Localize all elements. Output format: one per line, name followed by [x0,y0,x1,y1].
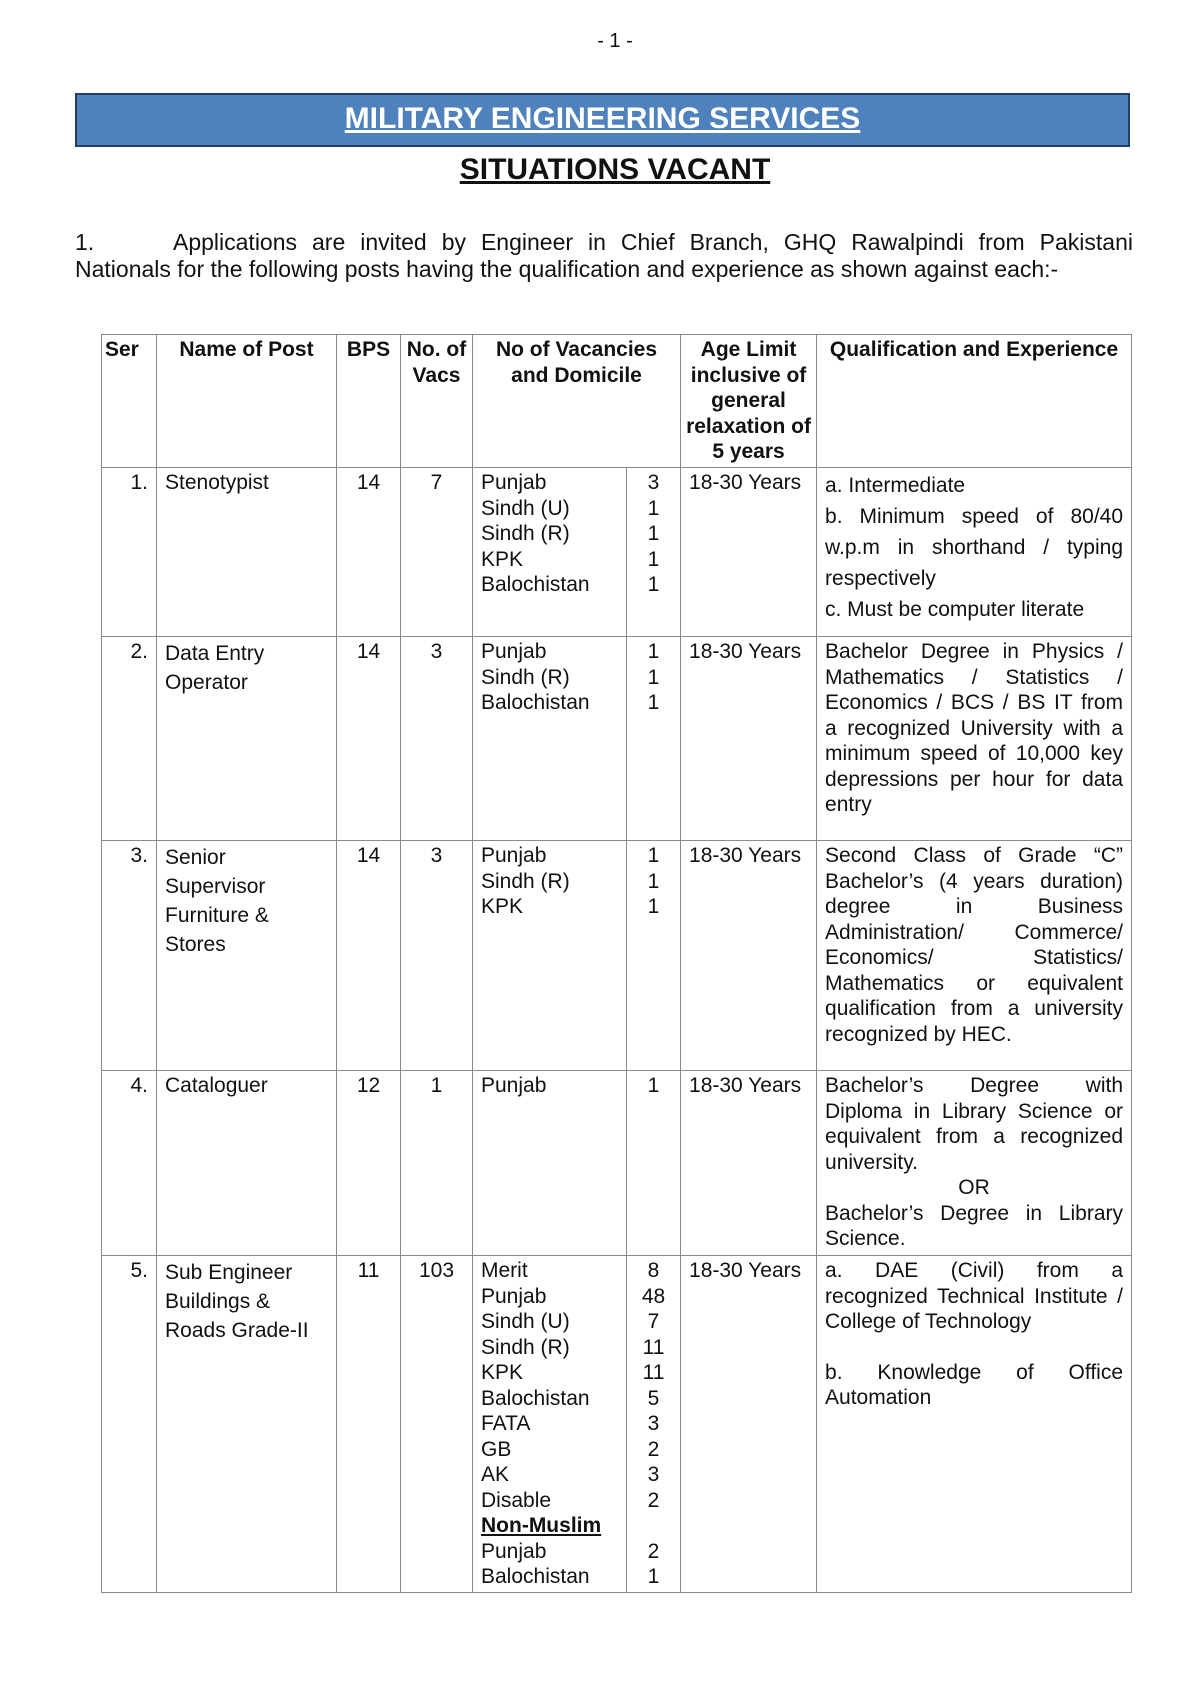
page-subtitle: SITUATIONS VACANT [459,153,771,186]
table-row [102,1256,1132,1593]
cell-age: 18-30 Years [681,841,817,1071]
vacancy-count: 1 [647,869,660,893]
cell-vacs: 3 [401,637,473,841]
domicile: Sindh (R) [481,869,570,893]
domicile: Punjab [481,1284,547,1308]
cell-age: 18-30 Years [681,1256,817,1593]
vacancy-table [101,334,1132,1593]
cell-age: 18-30 Years [681,1071,817,1256]
header-name: Name of Post [157,335,337,468]
table-row [102,841,1132,1071]
qualification-item: a. DAE (Civil) from a recognized Technical Institute / College of Technology [825,1259,1124,1333]
intro-number: 1. [75,229,95,255]
cell-qualification [817,1256,1132,1593]
vacancy-count: 2 [647,1488,660,1512]
vacancy-count: 1 [647,895,660,918]
vacancy-count: 11 [642,1361,665,1384]
cell-age: 18-30 Years [681,468,817,637]
cell-bps: 12 [337,1071,401,1256]
cell-counts [627,1256,681,1593]
cell-bps: 11 [337,1256,401,1593]
cell-domiciles [473,637,627,841]
vacancy-count: 3 [647,471,660,494]
qualification-item: Bachelor’s Degree in Library Science. [825,1201,1124,1250]
cell-domiciles [473,1071,627,1256]
domicile: GB [481,1437,512,1461]
domicile: Punjab [481,471,547,494]
header-domicile: No of Vacancies and Domicile [473,335,681,468]
qualification-item: c. Must be computer literate [825,598,1085,621]
page-number: - 1 - [597,30,633,52]
domicile: KPK [481,1361,524,1384]
spacer [825,1335,1123,1360]
cell-ser: 4. [102,1071,157,1256]
domicile: Punjab [481,1074,547,1097]
domicile: Merit [481,1259,528,1282]
header-qualification: Qualification and Experience [817,335,1132,468]
domicile: Balochistan [481,1565,590,1588]
vacancy-count: 1 [647,522,660,545]
table-row [102,637,1132,841]
domicile: Sindh (R) [481,665,570,689]
cell-post-name: Senior Supervisor Furniture & Stores [157,841,337,1071]
vacancy-count: 1 [647,573,660,596]
cell-ser: 5. [102,1256,157,1593]
vacancy-count: 1 [647,496,660,520]
qualification-item: Bachelor’s Degree with Diploma in Library Science or equivalent from a recognized university. [825,1074,1124,1174]
cell-counts [627,1071,681,1256]
vacancy-count: 1 [647,844,660,867]
cell-post-name: Stenotypist [157,468,337,637]
table-header-row [102,335,1132,468]
qualification-or: OR [958,1176,990,1199]
vacancy-count: 1 [647,1074,660,1097]
cell-domiciles [473,841,627,1071]
vacancy-count: 7 [647,1310,660,1333]
vacancy-count: 3 [647,1463,660,1486]
domicile: Sindh (U) [481,1310,570,1333]
cell-post-name: Data Entry Operator [157,637,337,841]
qualification-item: a. Intermediate [825,474,966,497]
domicile: FATA [481,1412,531,1435]
cell-vacs: 7 [401,468,473,637]
domicile: Disable [481,1488,552,1512]
vacancy-count: 1 [647,691,660,714]
vacancy-count: 5 [647,1386,660,1410]
domicile: Sindh (R) [481,1335,570,1359]
intro-paragraph [75,229,1133,283]
table-row [102,1071,1132,1256]
vacancy-count: 3 [647,1412,660,1435]
domicile: Sindh (R) [481,522,570,545]
cell-ser: 1. [102,468,157,637]
spacer [635,1513,672,1539]
header-age: Age Limit inclusive of general relaxation of 5 years [681,335,817,468]
cell-bps: 14 [337,637,401,841]
vacancy-count: 1 [647,1565,660,1588]
cell-qualification: Bachelor Degree in Physics / Mathematics / Statistics / Economics / BCS / BS IT from a recognized University with a minimum speed of 10,000 key depressions per hour for data entry [817,637,1132,841]
table-row [102,468,1132,637]
vacancy-count: 2 [647,1539,660,1563]
banner [75,93,1130,147]
vacancy-count: 1 [647,665,660,689]
cell-qualification: Second Class of Grade “C” Bachelor’s (4 years duration) degree in Business Administration/ Commerce/ Economics/ Statistics/ Mathematics or equivalent qualification from a university recognized by HEC. [817,841,1132,1071]
cell-qualification [817,468,1132,637]
cell-vacs: 103 [401,1256,473,1593]
cell-post-name: Sub Engineer Buildings & Roads Grade-II [157,1256,337,1593]
domicile: Punjab [481,844,547,867]
cell-post-name: Cataloguer [157,1071,337,1256]
cell-counts [627,841,681,1071]
domicile: Punjab [481,1539,547,1563]
vacancy-count: 1 [647,640,660,663]
domicile: AK [481,1463,510,1486]
domicile: Balochistan [481,573,590,596]
cell-qualification [817,1071,1132,1256]
cell-bps: 14 [337,468,401,637]
cell-ser: 2. [102,637,157,841]
qualification-item: b. Minimum speed of 80/40 w.p.m in shorthand / typing respectively [825,505,1124,590]
domicile: Balochistan [481,1386,590,1410]
cell-vacs: 1 [401,1071,473,1256]
banner-title: MILITARY ENGINEERING SERVICES [344,102,861,135]
domicile: Punjab [481,640,547,663]
cell-domiciles [473,1256,627,1593]
domicile: KPK [481,895,524,918]
cell-bps: 14 [337,841,401,1071]
header-vacs: No. of Vacs [401,335,473,468]
domicile: KPK [481,547,524,571]
intro-text: Applications are invited by Engineer in Chief Branch, GHQ Rawalpindi from Pakistani Nationals for the following posts having the qualification and experience as shown against each:- [75,229,1133,282]
qualification-item: b. Knowledge of Office Automation [825,1360,1124,1409]
vacancy-count: 48 [641,1284,666,1308]
non-muslim-label: Non-Muslim [481,1514,602,1537]
cell-age: 18-30 Years [681,637,817,841]
domicile: Balochistan [481,691,590,714]
vacancy-count: 2 [647,1437,660,1461]
vacancy-count: 8 [647,1259,660,1282]
vacancy-count: 11 [642,1335,665,1359]
cell-vacs: 3 [401,841,473,1071]
header-bps: BPS [337,335,401,468]
cell-domiciles [473,468,627,637]
vacancy-count: 1 [647,547,660,571]
cell-counts [627,468,681,637]
domicile: Sindh (U) [481,496,570,520]
header-ser: Ser [102,335,157,468]
cell-ser: 3. [102,841,157,1071]
cell-counts [627,637,681,841]
